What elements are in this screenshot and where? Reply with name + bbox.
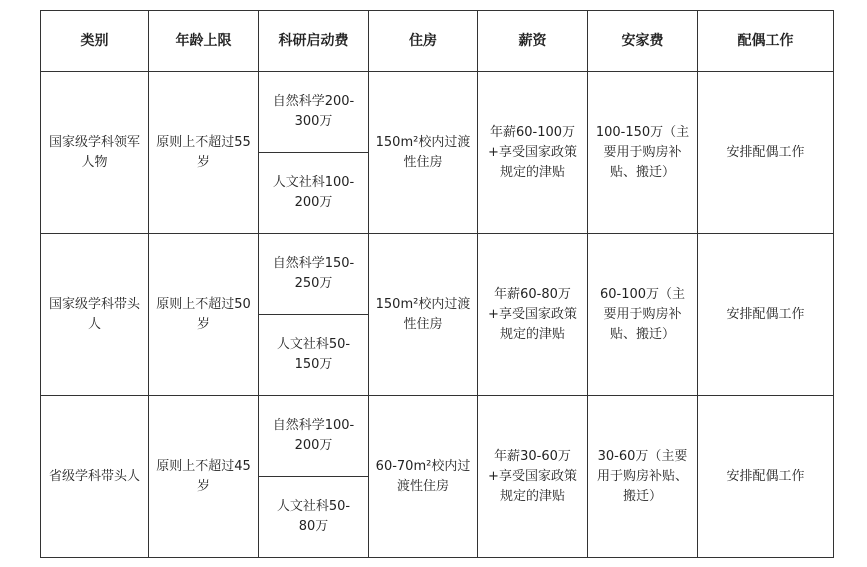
header-category: 类别 [41,11,149,72]
fund-humanities-cell: 人文社科50-80万 [259,477,369,558]
header-settlement: 安家费 [588,11,698,72]
age-cell: 原则上不超过45岁 [149,396,259,558]
fund-humanities-cell: 人文社科50-150万 [259,315,369,396]
header-age-limit: 年龄上限 [149,11,259,72]
fund-science-cell: 自然科学200-300万 [259,72,369,153]
fund-humanities-cell: 人文社科100-200万 [259,153,369,234]
fund-science-cell: 自然科学150-250万 [259,234,369,315]
spouse-cell: 安排配偶工作 [698,234,834,396]
talent-policy-table [40,10,834,558]
header-housing: 住房 [369,11,478,72]
table-row [41,72,834,153]
fund-science-cell: 自然科学100-200万 [259,396,369,477]
spouse-cell: 安排配偶工作 [698,396,834,558]
category-cell: 国家级学科带头人 [41,234,149,396]
header-row [41,11,834,72]
settlement-cell: 100-150万（主要用于购房补贴、搬迁） [588,72,698,234]
header-salary: 薪资 [478,11,588,72]
settlement-cell: 30-60万（主要用于购房补贴、搬迁） [588,396,698,558]
housing-cell: 60-70m²校内过渡性住房 [369,396,478,558]
age-cell: 原则上不超过50岁 [149,234,259,396]
table-row [41,396,834,477]
housing-cell: 150m²校内过渡性住房 [369,234,478,396]
category-cell: 国家级学科领军人物 [41,72,149,234]
category-cell: 省级学科带头人 [41,396,149,558]
settlement-cell: 60-100万（主要用于购房补贴、搬迁） [588,234,698,396]
spouse-cell: 安排配偶工作 [698,72,834,234]
housing-cell: 150m²校内过渡性住房 [369,72,478,234]
table-row [41,234,834,315]
age-cell: 原则上不超过55岁 [149,72,259,234]
header-spouse-work: 配偶工作 [698,11,834,72]
salary-cell: 年薪60-80万+享受国家政策规定的津贴 [478,234,588,396]
salary-cell: 年薪60-100万+享受国家政策规定的津贴 [478,72,588,234]
header-research-fund: 科研启动费 [259,11,369,72]
salary-cell: 年薪30-60万+享受国家政策规定的津贴 [478,396,588,558]
